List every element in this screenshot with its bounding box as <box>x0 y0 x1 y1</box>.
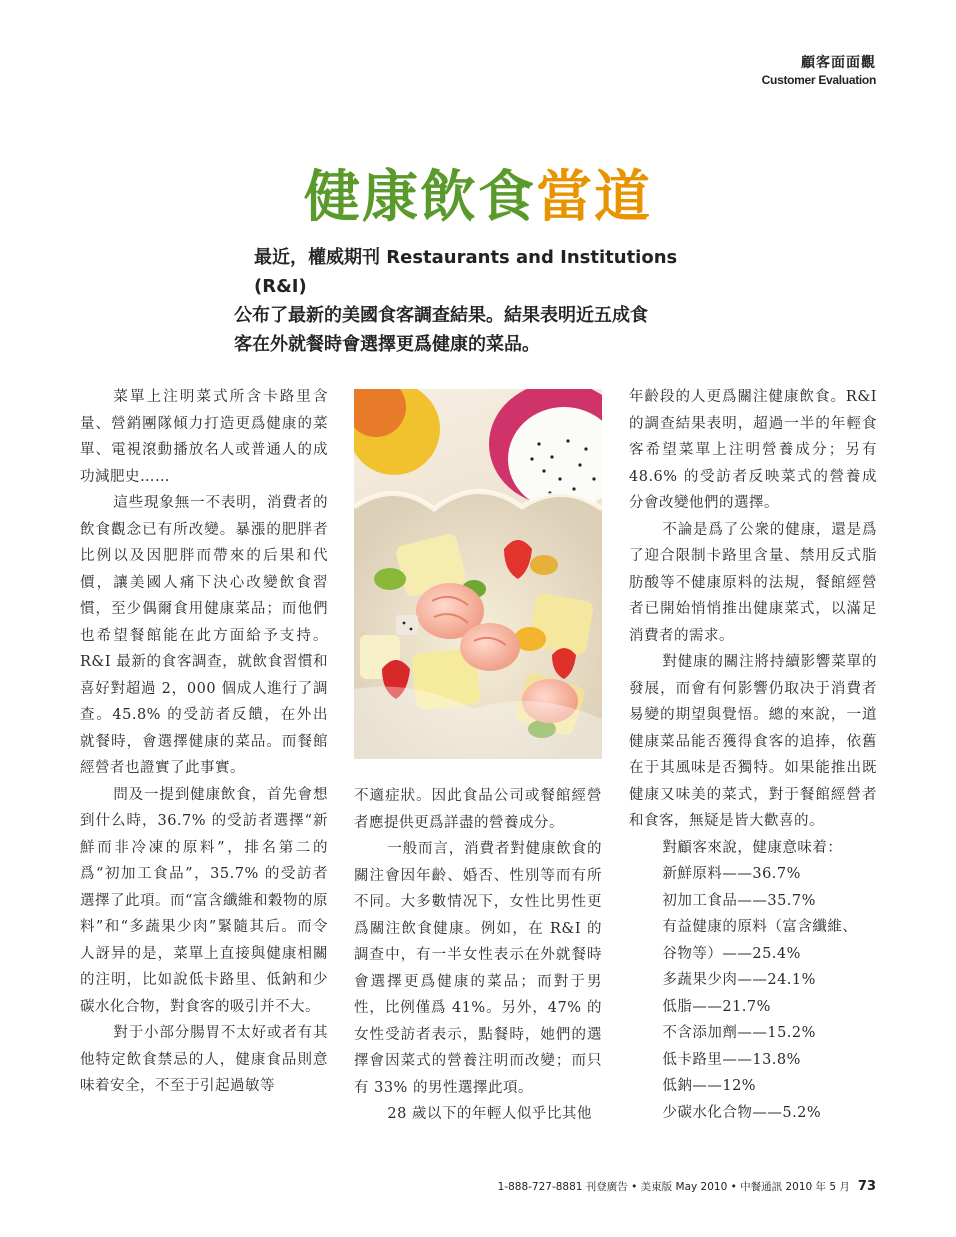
stat-item: 低脂——21.7% <box>662 998 771 1015</box>
paragraph: 菜單上注明菜式所含卡路里含量、營銷團隊傾力打造更爲健康的菜單、電視滾動播放名人或普通人的成功減肥史…… <box>80 389 328 485</box>
fruit-salad-illustration <box>354 389 602 759</box>
paragraph: 28 歲以下的年輕人似乎比其他 <box>387 1106 592 1122</box>
paragraph: 不適症狀。因此食品公司或餐館經營者應提供更爲詳盡的營養成分。 <box>354 788 602 831</box>
article-title <box>0 162 956 232</box>
lead-line: 客在外就餐時會選擇更爲健康的菜品。 <box>234 334 540 355</box>
stat-item: 多蔬果少肉——24.1% <box>662 972 816 988</box>
page-footer <box>498 1179 876 1194</box>
title-orange-part: 當道 <box>536 164 652 230</box>
fruit-salad-photo <box>354 389 602 759</box>
paragraph: 年齡段的人更爲關注健康飲食。R&I 的調查結果表明，超過一半的年輕食客希望菜單上注明營養成分；另有 48.6% 的受訪者反映菜式的營養成分會改變他們的選擇。 <box>629 389 877 511</box>
stat-item: 低卡路里——13.8% <box>662 1051 801 1068</box>
paragraph: 對顧客來說，健康意味着： <box>662 839 843 856</box>
paragraph: 問及一提到健康飲食，首先會想到什么時，36.7% 的受訪者選擇“新鮮而非冷凍的原料”，排名第二的爲“初加工食品”，35.7% 的受訪者選擇了此項。而“富含纖維和穀物的原料”和“多蔬果少肉”緊隨其后。而令人訝异的是，菜單上直接與健康相關的注明，比如說低卡路里、低鈉和少碳水化合物，對食客的吸引并不大。 <box>80 786 328 1015</box>
stat-item: 初加工食品——35.7% <box>662 892 816 909</box>
stat-item: 谷物等）——25.4% <box>662 945 801 962</box>
paragraph: 這些現象無一不表明，消費者的飲食觀念已有所改變。暴漲的肥胖者比例以及因肥胖而帶來的后果和代價，讓美國人痛下決心改變飲食習慣，至少偶爾食用健康菜品；而他們也希望餐館能在此方面給予支持。R&I 最新的食客調查，就飲食習慣和喜好對超過 2，000 個成人進行了調查。45.8% 的受訪者反饋，在外出就餐時，會選擇健康的菜品。而餐館經營者也證實了此事實。 <box>80 495 328 776</box>
title-green-part: 健康飲食 <box>304 164 536 230</box>
body-column-2 <box>354 783 602 1128</box>
paragraph: 不論是爲了公衆的健康，還是爲了迎合限制卡路里含量、禁用反式脂肪酸等不健康原料的法規，餐館經營者已開始悄悄推出健康菜式，以滿足消費者的需求。 <box>629 521 877 644</box>
section-title-zh: 顧客面面觀 <box>801 55 876 71</box>
health-stats-list <box>629 861 877 1126</box>
stat-item: 低鈉——12% <box>662 1078 757 1094</box>
stat-item: 新鮮原料——36.7% <box>662 866 801 882</box>
lead-line: 最近，權威期刊 Restaurants and Institutions (R&I) <box>254 247 678 297</box>
page-number: 73 <box>857 1179 876 1194</box>
footer-text: 1-888-727-8881 刊登廣告 • 美東版 May 2010 • 中餐通訊 2010 年 5 月 <box>497 1181 850 1193</box>
body-column-3 <box>629 384 877 1126</box>
lead-line: 公布了最新的美國食客調查結果。結果表明近五成食 <box>234 305 648 326</box>
stat-item: 不含添加劑——15.2% <box>662 1025 816 1041</box>
lead-paragraph <box>234 243 734 359</box>
paragraph: 對于小部分腸胃不太好或者有其他特定飲食禁忌的人，健康食品則意味着安全，不至于引起過敏等 <box>80 1025 328 1094</box>
paragraph: 一般而言，消費者對健康飲食的關注會因年齡、婚否、性別等而有所不同。大多數情况下，女性比男性更爲關注飲食健康。例如，在 R&I 的調查中，有一半女性表示在外就餐時會選擇更爲健康的菜品；而對于男性，比例僅爲 41%。另外，47% 的女性受訪者表示，點餐時，她們的選擇會因菜式的營養注明而改變；而只有 33% 的男性選擇此項。 <box>354 841 602 1096</box>
stat-item: 有益健康的原料（富含纖維、 <box>662 919 858 935</box>
body-column-1 <box>80 384 328 1100</box>
paragraph: 對健康的關注將持續影響菜單的發展，而會有何影響仍取决于消費者易變的期望與覺悟。總的來說，一道健康菜品能否獲得食客的追捧，依舊在于其風味是否獨特。如果能推出既健康又味美的菜式，對于餐館經營者和食客，無疑是皆大歡喜的。 <box>629 654 877 829</box>
stat-item: 少碳水化合物——5.2% <box>662 1104 822 1121</box>
section-title-en: Customer Evaluation <box>761 73 876 87</box>
